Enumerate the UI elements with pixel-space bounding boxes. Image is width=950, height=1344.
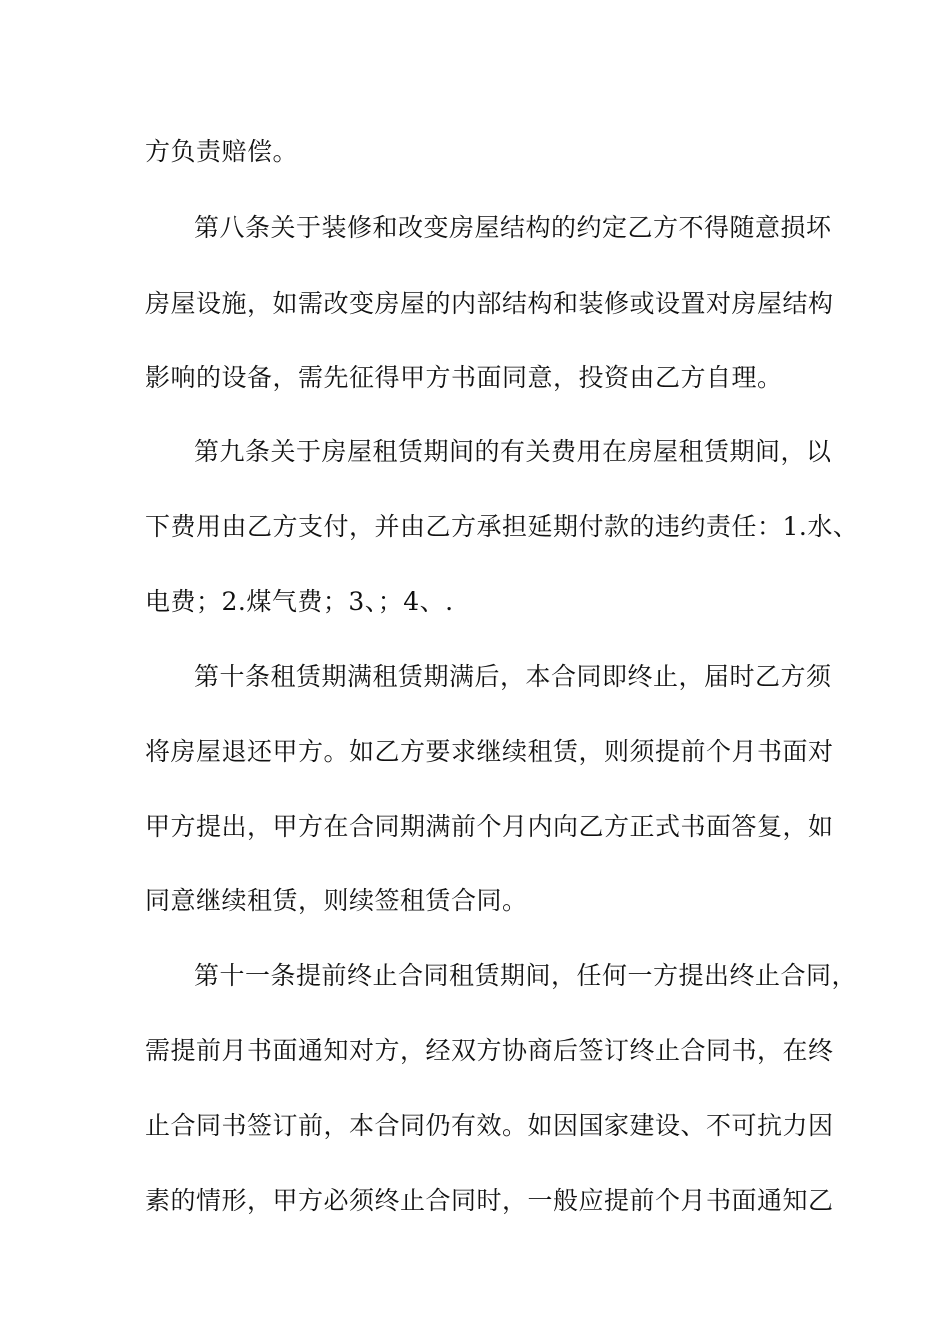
- text-line: 方负责赔偿。: [145, 137, 299, 166]
- text-line: 第十条租赁期满租赁期满后，本合同即终止，届时乙方须: [194, 662, 832, 691]
- text-line: 房屋设施，如需改变房屋的内部结构和装修或设置对房屋结构: [145, 289, 834, 318]
- text-line: 需提前月书面通知对方，经双方协商后签订终止合同书，在终: [145, 1036, 834, 1065]
- text-line: 将房屋退还甲方。如乙方要求继续租赁，则须提前个月书面对: [145, 737, 834, 766]
- text-line: 第十一条提前终止合同租赁期间，任何一方提出终止合同，: [194, 961, 858, 990]
- text-line: 第八条关于装修和改变房屋结构的约定乙方不得随意损坏: [194, 213, 832, 242]
- text-line: 影响的设备，需先征得甲方书面同意，投资由乙方自理。: [145, 363, 783, 392]
- text-line: 止合同书签订前，本合同仍有效。如因国家建设、不可抗力因: [145, 1111, 834, 1140]
- text-line: 同意继续租赁，则续签租赁合同。: [145, 886, 528, 915]
- text-line: 甲方提出，甲方在合同期满前个月内向乙方正式书面答复，如: [145, 812, 834, 841]
- text-line: 电费；2.煤气费；3、；4、.: [145, 587, 454, 616]
- text-line: 第九条关于房屋租赁期间的有关费用在房屋租赁期间，以: [194, 437, 832, 466]
- text-line: 下费用由乙方支付，并由乙方承担延期付款的违约责任：1.水、: [145, 512, 859, 541]
- text-line: 素的情形，甲方必须终止合同时，一般应提前个月书面通知乙: [145, 1186, 834, 1215]
